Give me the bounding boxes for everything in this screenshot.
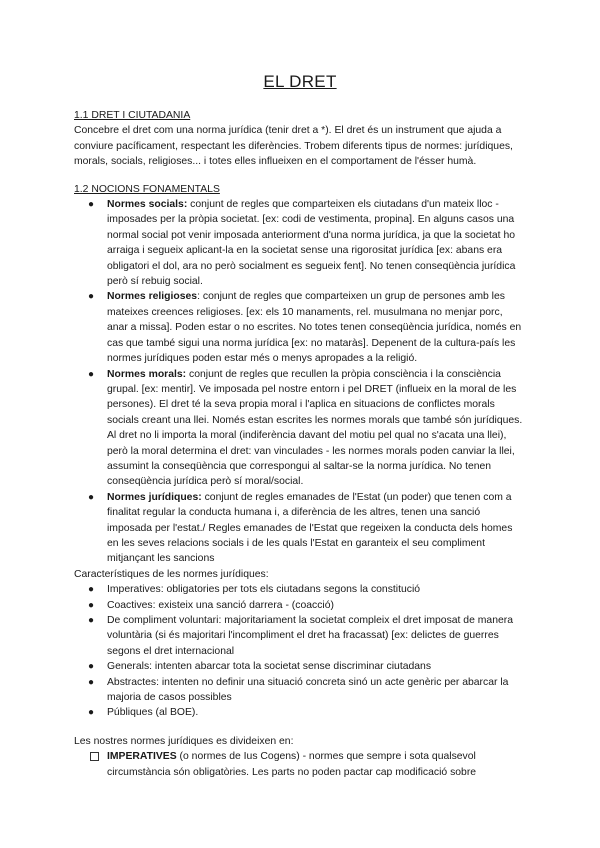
norm-types-list — [74, 197, 524, 567]
characteristics-heading: Característiques de les normes jurídiques: — [74, 568, 269, 580]
list-item — [74, 598, 524, 613]
bullet-icon: ● — [88, 491, 95, 503]
section-2-heading: 1.2 NOCIONS FONAMENTALS — [74, 183, 220, 195]
division-item-imperatives — [74, 749, 524, 780]
term-label: Normes socials: — [107, 199, 188, 211]
term-description: conjunt de regles emanades de l'Estat (un poder) que tenen com a finalitat regular la conducta humana i, a diferència de les altres, tenen una sanció imposada per l'estat./ Regles emanades de l'Estat que regeixen la conducta dels homes en les seves relacions socials i de les quals l'Estat en garanteix el seu compliment mitjançant les sancions — [107, 491, 513, 565]
list-item — [74, 367, 524, 490]
bullet-icon: ● — [88, 199, 95, 211]
list-item — [74, 705, 524, 720]
list-item — [74, 490, 524, 567]
characteristic-text: Generals: intenten abarcar tota la societat sense discriminar ciutadans — [107, 661, 432, 673]
section-1-paragraph: Concebre el dret com una norma jurídica (tenir dret a *). El dret és un instrument que ajuda a conviure pacíficament, respectant les diferències. Trobem diferents tipus de normes: jurídiques, morals, socials, religioses... i totes elles influeixen en el comportament de l'ésser humà. — [74, 125, 513, 168]
division-description: (o normes de Ius Cogens) - normes que sempre i sota qualsevol circumstància són obligatòries. Les parts no poden pactar cap modificació sobre — [107, 751, 477, 778]
bullet-icon: ● — [88, 599, 95, 611]
characteristic-text: Coactives: existeix una sanció darrera - (coacció) — [107, 599, 334, 611]
term-label: Normes morals: — [107, 368, 187, 380]
bullet-icon: ● — [88, 707, 95, 719]
bullet-icon: ● — [88, 615, 95, 626]
list-item — [74, 613, 524, 659]
term-description: conjunt de regles que recullen la pròpia consciència i la consciència grupal. [ex: mentir]. Ve imposada pel nostre entorn i pel DRET (influeix en la moral de les persones). El dret té la seva propia moral i l'aplica en situacions de conflictes morals socials creant una llei. Només estan escrites les normes morals que també són jurídiques. Al dret no li importa la moral (indiferència davant del motiu pel qual no s'acata una llei), però la moral determina el dret: van vinculades - les normes morals poden canviar la llei, assumint la conseqüència que correspongui al saltar-se la norma jurídica. No tenen conseqüència jurídica però sí moral/social. — [107, 368, 523, 488]
characteristic-text: Imperatives: obligatories per tots els ciutadans segons la constitució — [107, 584, 421, 596]
document-body — [74, 108, 524, 780]
bullet-icon: ● — [88, 584, 95, 596]
list-item — [74, 659, 524, 674]
list-item — [74, 582, 524, 597]
characteristic-text: De compliment voluntari: majoritariament la societat compleix el dret imposat de manera voluntària (si és majoritari l'incompliment el dret ha fracassat) [ex: delictes de guerres segons el dret internacional — [107, 615, 513, 657]
document-title: EL DRET — [263, 72, 337, 91]
term-description: : conjunt de regles que comparteixen un grup de persones amb les mateixes creences religioses. [ex: els 10 manaments, rel. musulmana no menjar porc, anar a missa]. Poden estar o no escrites. No totes tenen conseqüència jurídica, només en cas que també sigui una norma jurídica [ex: no mataràs]. Depenent de la cultura-país les normes jurídiques poden estar més o menys apropades a la religió. — [107, 291, 522, 365]
list-item — [74, 289, 524, 366]
term-description: conjunt de regles que comparteixen els ciutadans d'un mateix lloc - imposades per la pròpia societat. [ex: codi de vestimenta, propina]. En alguns casos una normal social pot venir imposada anteriorment d'una norma jurídica, ja que la societat ho arraiga i segueix aplicant-la en la societat sense una rigorositat jurídica [ex: abans era obligatori el dol, ara no però socialment es segueix fent]. No tenen conseqüència jurídica però sí rebuig social. — [107, 199, 516, 288]
list-item — [74, 197, 524, 289]
bullet-icon: ● — [88, 368, 95, 380]
bullet-icon: ● — [88, 661, 95, 673]
list-item — [74, 675, 524, 706]
term-label: Normes jurídiques: — [107, 491, 202, 503]
bullet-icon: ● — [88, 291, 95, 303]
bullet-icon: ● — [88, 676, 95, 688]
characteristic-text: Abstractes: intenten no definir una situació concreta sinó un acte genèric per abarcar la majoria de casos possibles — [107, 676, 509, 704]
characteristic-text: Públiques (al BOE). — [107, 707, 199, 719]
term-label: Normes religioses — [107, 291, 198, 303]
division-intro: Les nostres normes jurídiques es divideixen en: — [74, 735, 294, 747]
section-1-heading: 1.1 DRET I CIUTADANIA — [74, 110, 191, 121]
division-term: IMPERATIVES — [107, 751, 177, 763]
checkbox-icon[interactable] — [90, 752, 99, 761]
characteristics-list — [74, 582, 524, 721]
